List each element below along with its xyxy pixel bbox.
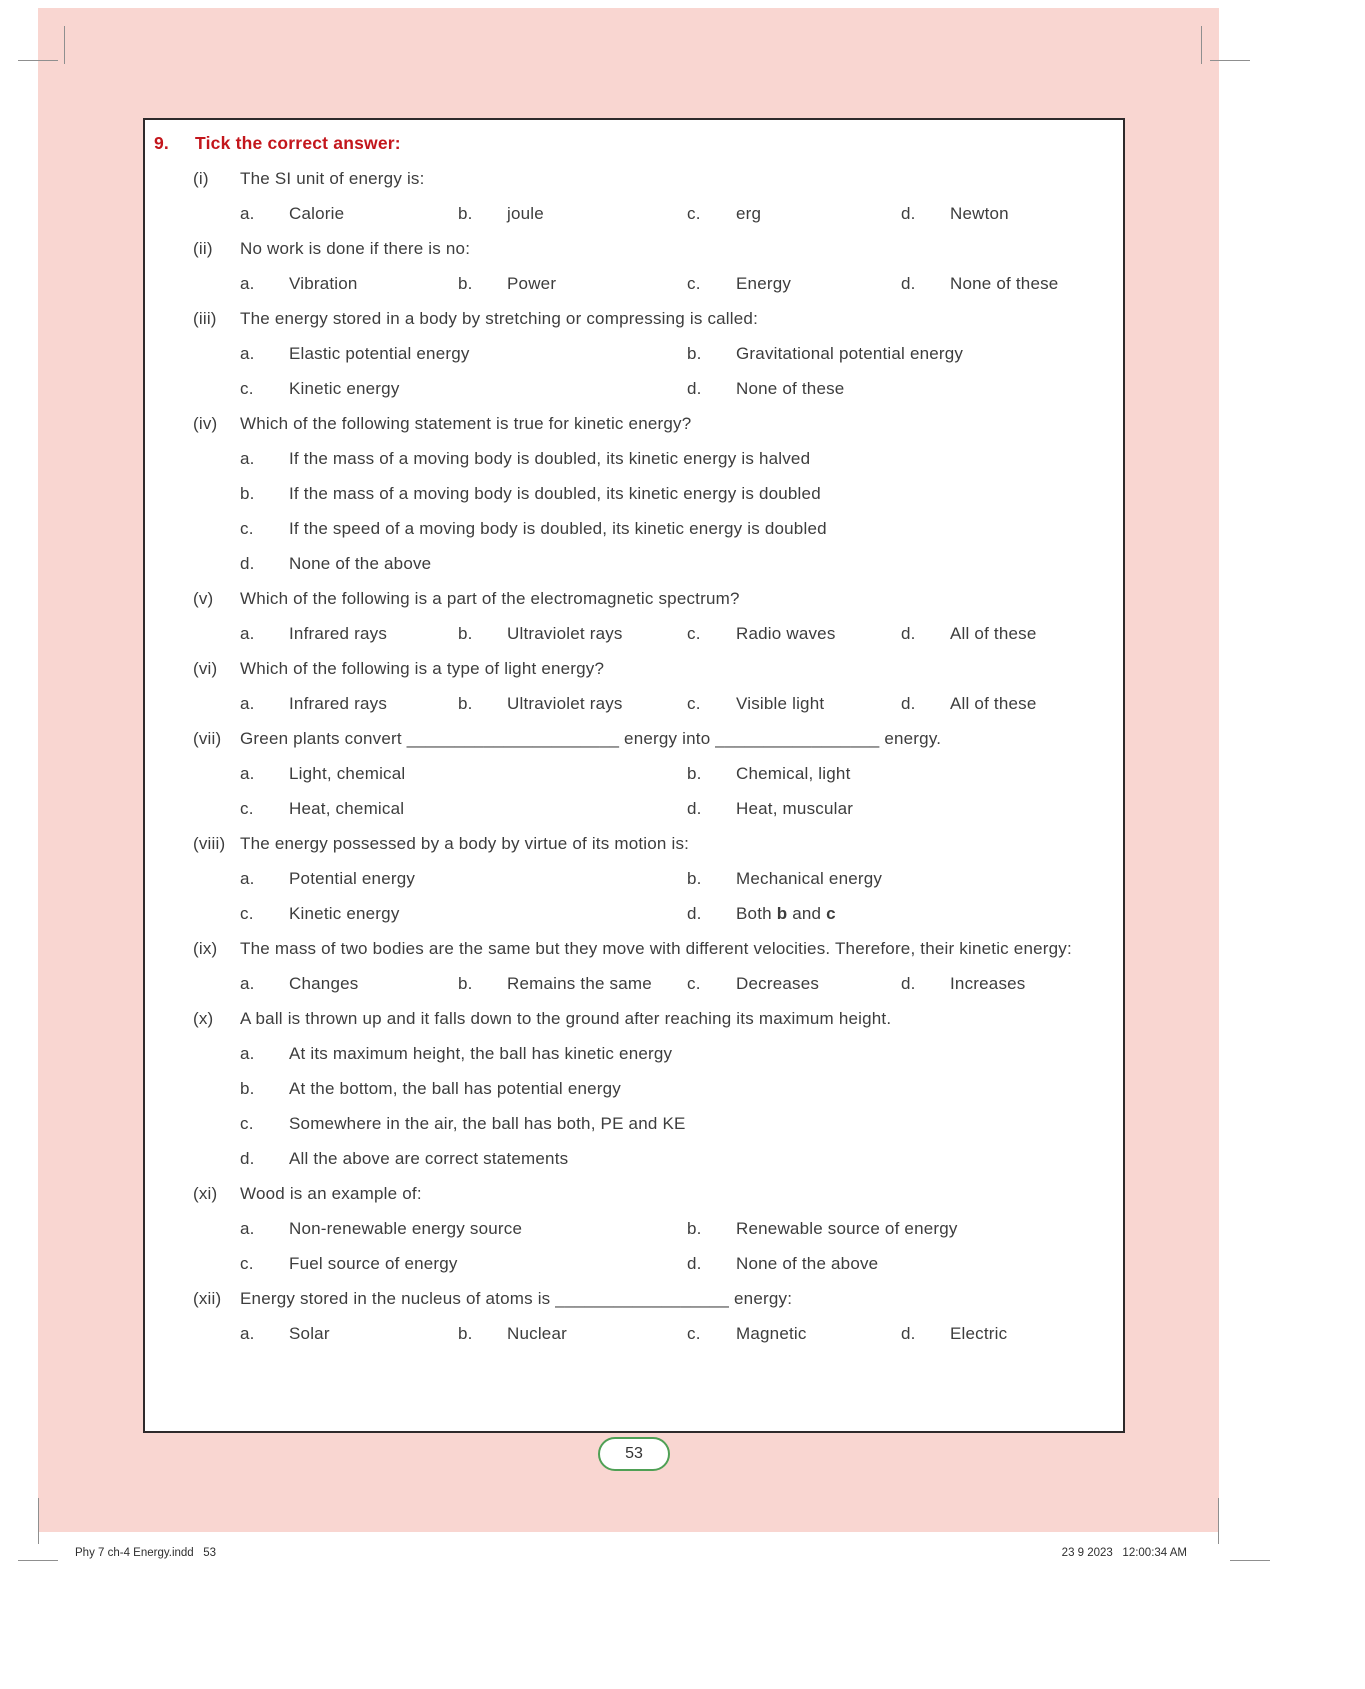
option-a: a. At its maximum height, the ball has kinetic energy [240,1044,673,1063]
question-options [240,972,1103,995]
question-label: (viii) [193,834,226,853]
question-options [240,1322,1103,1345]
footer-filename: Phy 7 ch-4 Energy.indd 53 [75,1547,217,1559]
question-options [240,447,1103,575]
option-a: a. Changes [240,974,359,993]
footer-timestamp: 23 9 2023 12:00:34 AM [1061,1547,1187,1559]
option-b: b. Chemical, light [687,764,851,783]
question-label: (i) [193,169,209,188]
option-b: b. Ultraviolet rays [458,624,623,643]
question-options [240,342,1103,400]
question-options [240,272,1103,295]
question-label: (ii) [193,239,213,258]
option-d: d. Electric [901,1324,1008,1343]
option-c: c. erg [687,204,762,223]
option-b: b. Power [458,274,557,293]
question-options [240,692,1103,715]
option-d: d. None of these [901,274,1059,293]
option-b: b. Remains the same [458,974,652,993]
option-d: d. Both b and c [687,904,836,923]
option-c: c. Energy [687,274,792,293]
question-text: Which of the following statement is true for kinetic energy? [240,414,692,433]
option-b: b. Renewable source of energy [687,1219,958,1238]
question-options [240,1042,1103,1170]
crop-mark [38,1498,39,1544]
option-b: b. Mechanical energy [687,869,883,888]
option-d: d. All of these [901,694,1037,713]
question-text: The SI unit of energy is: [240,169,425,188]
section-heading [154,132,1103,155]
option-a: a. Non-renewable energy source [240,1219,523,1238]
question-label: (iii) [193,309,217,328]
crop-mark [18,60,58,61]
section-title: Tick the correct answer: [195,133,401,153]
option-c: c. Heat, chemical [240,799,405,818]
crop-mark [64,26,65,64]
crop-mark [18,1560,58,1561]
question-v [193,587,1103,645]
question-xi [193,1182,1103,1275]
question-text: Energy stored in the nucleus of atoms is __________________ energy: [240,1289,793,1308]
question-vii [193,727,1103,820]
question-text: The mass of two bodies are the same but they move with different velocities. Therefore, their kinetic energy: [240,939,1072,958]
page-number-badge [598,1437,670,1471]
section-number: 9. [154,133,169,153]
option-b: b. At the bottom, the ball has potential energy [240,1079,622,1098]
option-b: b. Gravitational potential energy [687,344,964,363]
option-d: d. Heat, muscular [687,799,854,818]
option-c: c. Radio waves [687,624,836,643]
question-options [240,867,1103,925]
question-vi [193,657,1103,715]
question-text: The energy stored in a body by stretching or compressing is called: [240,309,758,328]
question-ii [193,237,1103,295]
worksheet-box [143,118,1125,1433]
question-text: Wood is an example of: [240,1184,422,1203]
question-label: (iv) [193,414,218,433]
question-label: (xii) [193,1289,222,1308]
option-a: a. Infrared rays [240,624,388,643]
option-d: d. None of the above [687,1254,879,1273]
crop-mark [1201,26,1202,64]
question-options [240,762,1103,820]
question-text: Green plants convert ______________________ energy into _________________ energy. [240,729,942,748]
question-options [240,202,1103,225]
question-iv [193,412,1103,575]
option-c: c. Somewhere in the air, the ball has both, PE and KE [240,1114,686,1133]
question-options [240,622,1103,645]
question-text: The energy possessed by a body by virtue of its motion is: [240,834,690,853]
crop-mark [1210,60,1250,61]
question-ix [193,937,1103,995]
option-c: c. If the speed of a moving body is doubled, its kinetic energy is doubled [240,519,827,538]
option-c: c. Visible light [687,694,825,713]
option-c: c. Fuel source of energy [240,1254,458,1273]
option-a: a. If the mass of a moving body is doubled, its kinetic energy is halved [240,449,811,468]
option-d: d. Increases [901,974,1026,993]
question-text: Which of the following is a part of the electromagnetic spectrum? [240,589,740,608]
option-b: b. If the mass of a moving body is doubled, its kinetic energy is doubled [240,484,821,503]
question-viii [193,832,1103,925]
option-a: a. Potential energy [240,869,416,888]
option-a: a. Vibration [240,274,358,293]
option-b: b. joule [458,204,544,223]
question-text: A ball is thrown up and it falls down to the ground after reaching its maximum height. [240,1009,892,1028]
option-c: c. Kinetic energy [240,904,400,923]
question-text: No work is done if there is no: [240,239,471,258]
option-c: c. Decreases [687,974,820,993]
option-d: d. None of the above [240,554,432,573]
option-b: b. Ultraviolet rays [458,694,623,713]
option-a: a. Elastic potential energy [240,344,470,363]
crop-mark [1218,1498,1219,1544]
option-c: c. Kinetic energy [240,379,400,398]
option-a: a. Calorie [240,204,345,223]
question-label: (x) [193,1009,214,1028]
question-label: (xi) [193,1184,218,1203]
option-d: d. None of these [687,379,845,398]
crop-mark [1230,1560,1270,1561]
page-number: 53 [625,1445,643,1462]
question-iii [193,307,1103,400]
question-label: (vii) [193,729,222,748]
question-i [193,167,1103,225]
option-d: d. All of these [901,624,1037,643]
question-label: (vi) [193,659,218,678]
question-xii [193,1287,1103,1345]
question-options [240,1217,1103,1275]
option-d: d. All the above are correct statements [240,1149,569,1168]
option-a: a. Infrared rays [240,694,388,713]
option-c: c. Magnetic [687,1324,807,1343]
option-d: d. Newton [901,204,1009,223]
option-a: a. Solar [240,1324,330,1343]
question-label: (v) [193,589,214,608]
question-x [193,1007,1103,1170]
option-a: a. Light, chemical [240,764,406,783]
option-b: b. Nuclear [458,1324,567,1343]
question-text: Which of the following is a type of light energy? [240,659,605,678]
question-label: (ix) [193,939,218,958]
